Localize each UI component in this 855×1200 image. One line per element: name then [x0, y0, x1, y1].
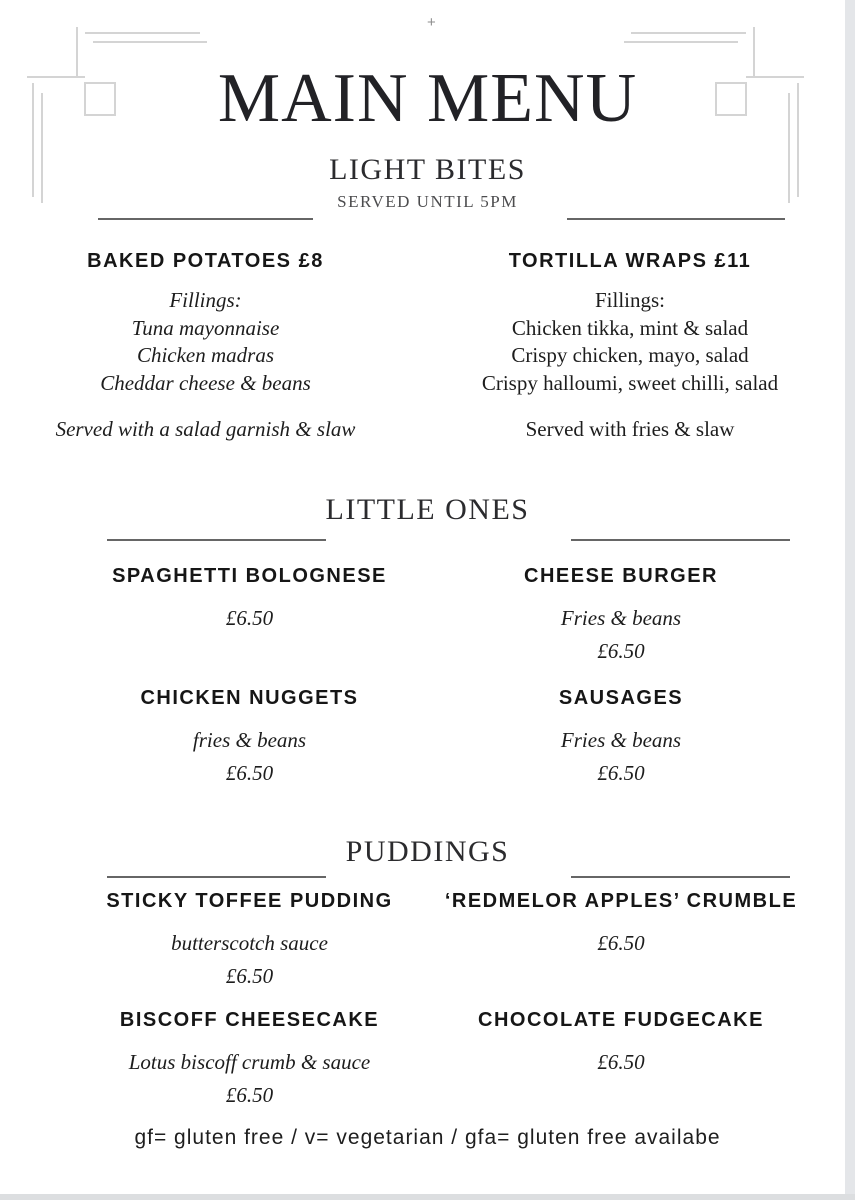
filling-line: Tuna mayonnaise	[131, 315, 280, 340]
plus-mark: +	[427, 14, 436, 31]
divider-line	[567, 218, 785, 220]
puddings-row-2	[40, 1010, 815, 1112]
item-title: TORTILLA WRAPS £11	[508, 250, 752, 272]
page-edge-bottom	[0, 1194, 855, 1200]
item-price: £6.50	[597, 931, 645, 955]
item-description: Fries & beans	[560, 606, 682, 630]
filling-line: Fillings:	[169, 288, 242, 312]
item-note: Served with fries & slaw	[525, 417, 735, 441]
item-title: SPAGHETTI BOLOGNESE	[112, 565, 387, 587]
menu-item-sticky-toffee-pudding	[40, 891, 427, 993]
filling-line: Crispy chicken, mayo, salad	[511, 343, 749, 367]
item-fillings	[445, 287, 815, 397]
item-title: CHICKEN NUGGETS	[140, 687, 359, 709]
item-description: Fries & beans	[560, 728, 682, 752]
item-title: BISCOFF CHEESECAKE	[119, 1009, 380, 1031]
item-price: £6.50	[225, 761, 274, 785]
filling-line: Chicken madras	[136, 343, 275, 367]
menu-item-sausages	[427, 688, 815, 790]
item-title: CHEESE BURGER	[524, 565, 718, 587]
filling-line: Crispy halloumi, sweet chilli, salad	[481, 370, 779, 395]
item-fillings	[40, 287, 371, 397]
divider-line	[571, 876, 790, 878]
item-description: Lotus biscoff crumb & sauce	[128, 1050, 371, 1074]
filling-line: Chicken tikka, mint & salad	[511, 315, 749, 340]
little-ones-row-2	[40, 688, 815, 790]
menu-item-baked-potatoes	[40, 251, 427, 442]
item-price: £6.50	[597, 761, 645, 785]
item-title: STICKY TOFFEE PUDDING	[106, 890, 393, 912]
page-edge-right	[845, 0, 855, 1200]
menu-item-spaghetti-bolognese	[40, 566, 427, 668]
item-price: £6.50	[225, 964, 274, 988]
section-title-little-ones: LITTLE ONES	[325, 493, 530, 526]
item-title: ‘REDMELOR APPLES’ CRUMBLE	[444, 890, 798, 912]
menu-item-redmelor-apples-crumble	[427, 891, 815, 993]
puddings-row-1	[40, 891, 815, 993]
item-description: fries & beans	[192, 728, 307, 752]
item-description: butterscotch sauce	[171, 931, 328, 955]
filling-line: Fillings:	[594, 288, 666, 312]
divider-line	[571, 539, 790, 541]
item-price: £6.50	[597, 1050, 645, 1074]
divider-line	[107, 539, 326, 541]
item-title: BAKED POTATOES £8	[87, 250, 324, 272]
page-title: MAIN MENU	[217, 60, 638, 137]
section-title-puddings: PUDDINGS	[345, 835, 510, 868]
legend-note: gf= gluten free / v= vegetarian / gfa= gluten free availabe	[134, 1126, 721, 1149]
divider-line	[98, 218, 313, 220]
item-note: Served with a salad garnish & slaw	[55, 417, 356, 441]
menu-item-chocolate-fudgecake	[427, 1010, 815, 1112]
little-ones-row-1	[40, 566, 815, 668]
menu-item-cheese-burger	[427, 566, 815, 668]
divider-line	[107, 876, 326, 878]
menu-item-tortilla-wraps	[427, 251, 815, 442]
section-title-light-bites: LIGHT BITES	[329, 153, 526, 186]
light-bites-columns	[40, 251, 815, 442]
item-title: SAUSAGES	[558, 687, 684, 709]
item-title: CHOCOLATE FUDGECAKE	[478, 1009, 764, 1031]
menu-item-chicken-nuggets	[40, 688, 427, 790]
menu-item-biscoff-cheesecake	[40, 1010, 427, 1112]
item-price: £6.50	[225, 606, 274, 630]
item-price: £6.50	[597, 639, 645, 663]
section-subtitle-served-until: SERVED UNTIL 5PM	[337, 192, 518, 211]
filling-line: Cheddar cheese & beans	[100, 370, 311, 395]
item-price: £6.50	[225, 1083, 274, 1107]
